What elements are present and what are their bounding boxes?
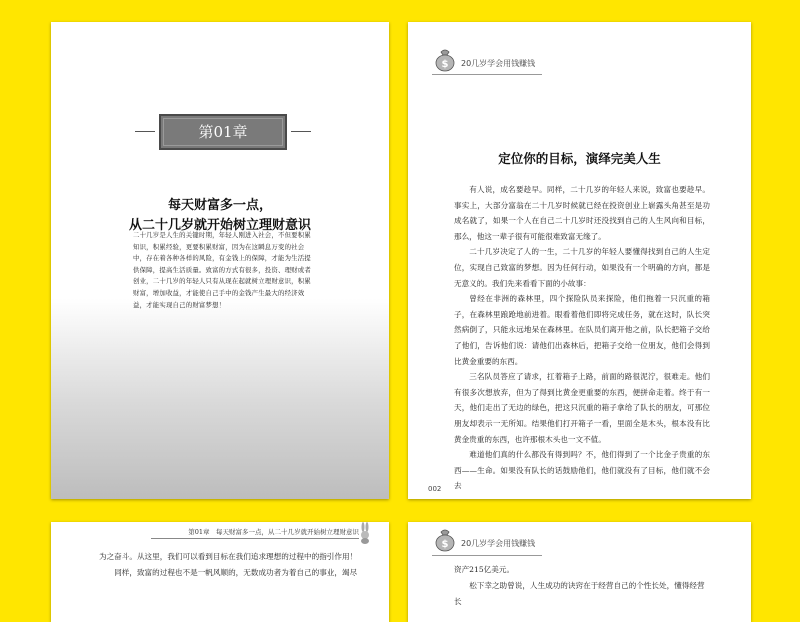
chapter-title-line2: 从二十几岁就开始树立理财意识 <box>128 218 311 233</box>
running-header <box>432 526 535 552</box>
section-title: 定位你的目标，演绎完美人生 <box>498 151 661 166</box>
chapter-title-line1: 每天财富多一点， <box>167 198 272 213</box>
content-page-bottom-left <box>51 522 389 622</box>
badge-rule-right <box>291 131 311 132</box>
text-line: 松下幸之助曾说，人生成功的诀窍在于经营自己的个性长处，懂得经营长 <box>454 581 705 606</box>
body-text <box>454 182 710 494</box>
chapter-intro: 二十几岁是人生的关键时期，年轻人刚进入社会，不但要积累知识，积累经验，更要积累财富，因为在这瞬息万变的社会中，存在着各种各样的风险，有金钱上的保障，才能为生活提供保障，提高生活质量。致富的方式有很多，投资、理财或者创业，二十几岁的年轻人只有从现在起就树立理财意识，积累财富，增加收益，才能使自己手中的金钱产生最大的经济效益，才能实现自己的财富梦想！ <box>133 231 311 309</box>
page-number: 002 <box>428 485 442 493</box>
content-page-bottom-right <box>408 522 751 622</box>
book-title-header: 20几岁学会用钱赚钱 <box>461 59 536 68</box>
badge-rule-left <box>135 131 155 132</box>
svg-text:$: $ <box>441 539 449 550</box>
header-rule <box>432 74 542 75</box>
chapter-opener-page <box>51 22 389 499</box>
text-line: 同样，致富的过程也不是一帆风顺的，无数成功者为着自己的事业，竭尽 <box>114 568 358 577</box>
chapter-badge <box>159 114 287 150</box>
money-bag-icon <box>432 46 458 72</box>
body-text <box>99 549 369 581</box>
paragraph: 二十几岁决定了人的一生，二十几岁的年轻人要懂得找到自己的人生定位，实现自己致富的梦想。因为任何行动，如果没有一个明确的方向，都是无意义的。我们先来看看下面的小故事： <box>454 247 710 288</box>
rabbit-icon <box>359 522 371 544</box>
chapter-label: 第01章 <box>159 114 287 150</box>
paragraph: 有人说，成名要趁早。同样，二十几岁的年轻人来说，致富也要趁早。事实上，大部分富翁在二十几岁时候就已经在投资创业上崭露头角甚至是功成名就了，如果一个人在自己二十几岁时还没找到自己的人生风向和目标，那么，他这一辈子很有可能很难致富无缘了。 <box>454 185 710 241</box>
money-bag-icon <box>432 526 458 552</box>
chapter-running-header: 第01章 每天财富多一点，从二十几岁就开始树立理财意识 <box>188 528 359 536</box>
paragraph: 曾经在非洲的森林里，四个探险队员来探险，他们拖着一只沉重的箱子，在森林里踉跄地前进着。眼看着他们即将完成任务，就在这时，队长突然病倒了，只能永远地呆在森林里。在队员们离开他之前，队长把箱子交给了他们，告诉他们说：请他们出森林后，把箱子交给一位朋友，他们会得到比黄金重要的东西。 <box>454 294 710 366</box>
content-page <box>408 22 751 499</box>
paragraph: 难道他们真的什么都没有得到吗？不，他们得到了一个比金子贵重的东西——生命。如果没有队长的话鼓励他们，他们就没有了目标，他们就不会去 <box>454 450 710 491</box>
svg-text:$: $ <box>441 59 449 70</box>
paragraph: 三名队员答应了请求，扛着箱子上路，前面的路很泥泞，很难走。他们有很多次想放弃，但为了得到比黄金更重要的东西，便拼命走着。终于有一天，他们走出了无边的绿色，把这只沉重的箱子拿给了队长的朋友，可那位朋友却表示一无所知。结果他们打开箱子一看，里面全是木头，根本没有比黄金贵重的东西，也许那根木头也一文不值。 <box>454 372 710 444</box>
header-rule <box>151 538 359 539</box>
text-line: 为之奋斗。从这里，我们可以看到目标在我们追求理想的过程中的指引作用！ <box>99 552 358 561</box>
book-title-header: 20几岁学会用钱赚钱 <box>461 539 536 548</box>
text-line: 资产215亿美元。 <box>454 565 515 574</box>
body-text <box>454 562 710 610</box>
running-header <box>432 46 535 72</box>
header-rule <box>432 555 542 556</box>
